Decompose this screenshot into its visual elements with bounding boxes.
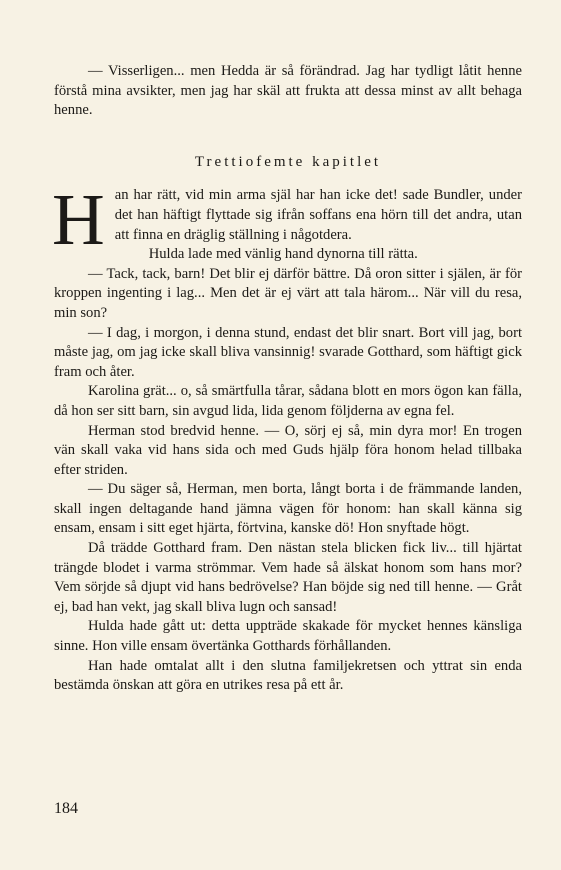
opening-paragraph: — Visserligen... men Hedda är så förändrad. Jag har tydligt låtit henne förstå mina avsikter, men jag har skäl att frukta att dessa minst av allt behaga henne. [54, 63, 522, 119]
paragraph: Han hade omtalat allt i den slutna familjekretsen och yttrat sin enda bestämda önskan att göra en utrikes resa på ett år. [54, 657, 522, 694]
paragraph: — Du säger så, Herman, men borta, långt borta i de främmande landen, skall ingen deltagande hand jämna vägen för honom: han skall känna sig ensam, ensam i sitt eget hjärta, förtvina, kanske dö! Hon snyftade högt. [54, 481, 522, 537]
paragraph: Karolina grät... o, så smärtfulla tårar, sådana blott en mors ögon kan fälla, då hon ser sitt barn, sin avgud lida, lida genom följderna av egna fel. [54, 383, 522, 419]
text-block [54, 62, 522, 696]
chapter-title: Trettiofemte kapitlet [194, 153, 382, 170]
drop-cap: H [52, 179, 105, 261]
page-number: 184 [54, 800, 78, 817]
paragraph: Hulda lade med vänlig hand dynorna till rätta. [148, 246, 418, 263]
paragraph: — Tack, tack, barn! Det blir ej därför bättre. Då oron sitter i själen, är för kroppen ingenting i lag... Men det är ej värt att tala härom... När vill du resa, min son? [54, 265, 522, 321]
first-paragraph-text: an har rätt, vid min arma själ har han icke det! sade Bundler, under det han häftigt flyttade sig ifrån soffans ena hörn till det andra, utan att finna en dräglig ställning i någotdera. [114, 187, 522, 243]
paragraph: — I dag, i morgon, i denna stund, endast det blir snart. Bort vill jag, bort måste jag, om jag icke skall bliva vansinnig! svarade Gotthard, som häftigt gick fram och åter. [54, 324, 522, 380]
paragraph: Hulda hade gått ut: detta uppträde skakade för mycket hennes känsliga sinne. Hon ville ensam övertänka Gotthards förhållanden. [54, 618, 522, 655]
paragraph: Herman stod bredvid henne. — O, sörj ej så, min dyra mor! En trogen vän skall vaka vid hans sida och med Guds hjälp föra honom helad tillbaka efter striden. [54, 422, 522, 478]
paragraph: Då trädde Gotthard fram. Den nästan stela blicken fick liv... till hjärtat trängde blodet i varma strömmar. Vem hade så älskat honom som hans mor? Vem sörjde så djupt vid hans bedrövelse? Han böjde sig ned till henne. — Gråt ej, bad han vekt, jag skall bliva lugn och sansad! [54, 540, 522, 615]
